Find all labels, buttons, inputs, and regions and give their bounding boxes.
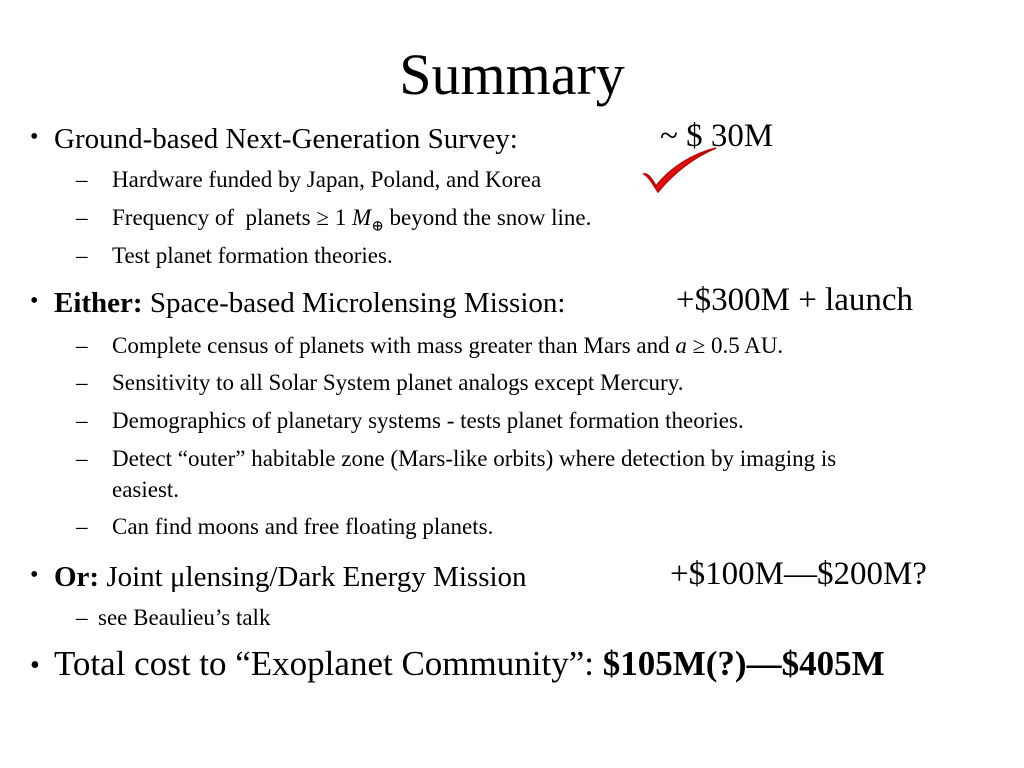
slide-title: Summary xyxy=(399,42,625,107)
space-mission-text: Space-based Microlensing Mission: xyxy=(142,287,566,319)
dash-icon: – xyxy=(76,243,88,268)
dash-icon: – xyxy=(76,408,88,433)
or-label: Or: xyxy=(54,561,100,593)
joint-mission-heading xyxy=(54,560,527,594)
dash-icon: – xyxy=(76,167,88,192)
bullet-icon: • xyxy=(30,562,39,588)
hardware-item: Hardware funded by Japan, Poland, and Korea xyxy=(112,167,542,192)
dash-icon: – xyxy=(76,446,88,471)
demographics-item: Demographics of planetary systems - tests planet formation theories. xyxy=(112,408,744,433)
dash-icon: – xyxy=(76,514,88,539)
frequency-text: Frequency of planets ≥ 1 xyxy=(112,205,353,230)
habitable-zone-item: Detect “outer” habitable zone (Mars-like orbits) where detection by imaging is xyxy=(112,446,837,471)
dash-icon: – xyxy=(76,333,88,358)
total-cost-text: Total cost to “Exoplanet Community”: xyxy=(54,644,603,683)
ground-survey-cost: ~ $ 30M xyxy=(660,118,774,154)
dash-icon: – xyxy=(76,605,88,630)
bullet-icon: • xyxy=(30,124,39,150)
space-mission-heading xyxy=(54,286,565,320)
frequency-item xyxy=(112,204,591,241)
joint-mission-text: Joint μlensing/Dark Energy Mission xyxy=(99,561,527,593)
dash-icon: – xyxy=(76,370,88,395)
total-cost-line xyxy=(54,644,885,684)
habitable-zone-item-continued: easiest. xyxy=(112,477,180,502)
frequency-text-tail: beyond the snow line. xyxy=(383,205,592,230)
joint-mission-cost: +$100M—$200M? xyxy=(670,556,927,592)
bullet-icon: • xyxy=(30,288,39,314)
checkmark-icon xyxy=(636,146,720,194)
space-mission-cost: +$300M + launch xyxy=(676,282,914,318)
ground-survey-heading: Ground-based Next-Generation Survey: xyxy=(54,123,518,155)
dash-icon: – xyxy=(76,205,88,230)
sensitivity-item: Sensitivity to all Solar System planet analogs except Mercury. xyxy=(112,370,684,395)
mass-symbol: M xyxy=(352,205,372,230)
census-text: Complete census of planets with mass greater than Mars and xyxy=(112,333,676,358)
semimajor-axis-symbol: a xyxy=(675,333,687,358)
total-cost-value: $105M(?)—$405M xyxy=(602,644,885,683)
beaulieu-talk-item: see Beaulieu’s talk xyxy=(98,605,271,630)
either-label: Either: xyxy=(54,287,143,319)
bullet-icon: • xyxy=(30,650,40,681)
census-item xyxy=(112,332,783,360)
test-theories-item: Test planet formation theories. xyxy=(112,243,393,268)
moons-item: Can find moons and free floating planets. xyxy=(112,514,494,539)
census-text-tail: ≥ 0.5 AU. xyxy=(686,333,784,358)
earth-subscript: ⊕ xyxy=(371,218,384,235)
